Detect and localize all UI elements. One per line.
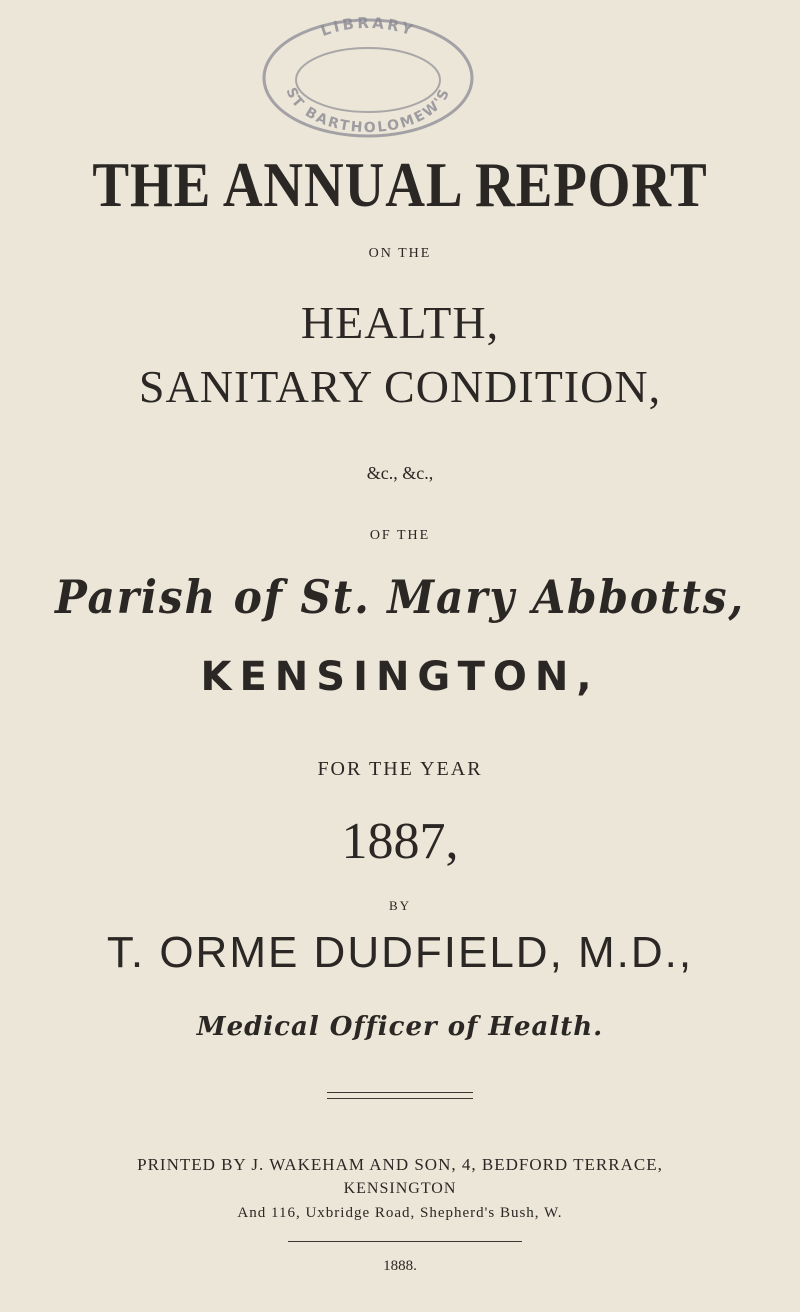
double-rule-divider [327,1092,473,1099]
of-the-label: OF THE [369,528,431,543]
svg-text:ST BARTHOLOMEW'S [282,85,453,136]
single-rule-divider [288,1241,522,1242]
library-stamp [258,14,478,142]
printer-line-3: And 116, Uxbridge Road, Shepherd's Bush, W. [237,1205,563,1221]
printer-line-1: PRINTED BY J. WAKEHAM AND SON, 4, BEDFORD TERRACE, [137,1155,663,1174]
stamp-text-bottom: ST BARTHOLOMEW'S [282,85,454,137]
printer-line-2: KENSINGTON [343,1180,457,1197]
place-name: KENSINGTON, [200,654,600,700]
report-title: THE ANNUAL REPORT [92,149,708,220]
by-label: BY [388,898,412,913]
stamp-text-top: LIBRARY [318,14,418,41]
parish-name: Parish of St. Mary Abbotts, [54,570,746,624]
on-the-label: ON THE [368,246,432,261]
author-name: T. ORME DUDFIELD, M.D., [106,928,694,977]
svg-text:LIBRARY [318,14,417,40]
sanitary-heading: SANITARY CONDITION, [138,361,662,412]
report-year: 1887, [341,813,459,870]
printed-year: 1888. [383,1258,417,1274]
health-heading: HEALTH, [300,297,500,348]
author-title: Medical Officer of Health. [196,1012,604,1042]
etc-label: &c., &c., [366,463,434,483]
for-the-year-label: FOR THE YEAR [317,758,483,780]
